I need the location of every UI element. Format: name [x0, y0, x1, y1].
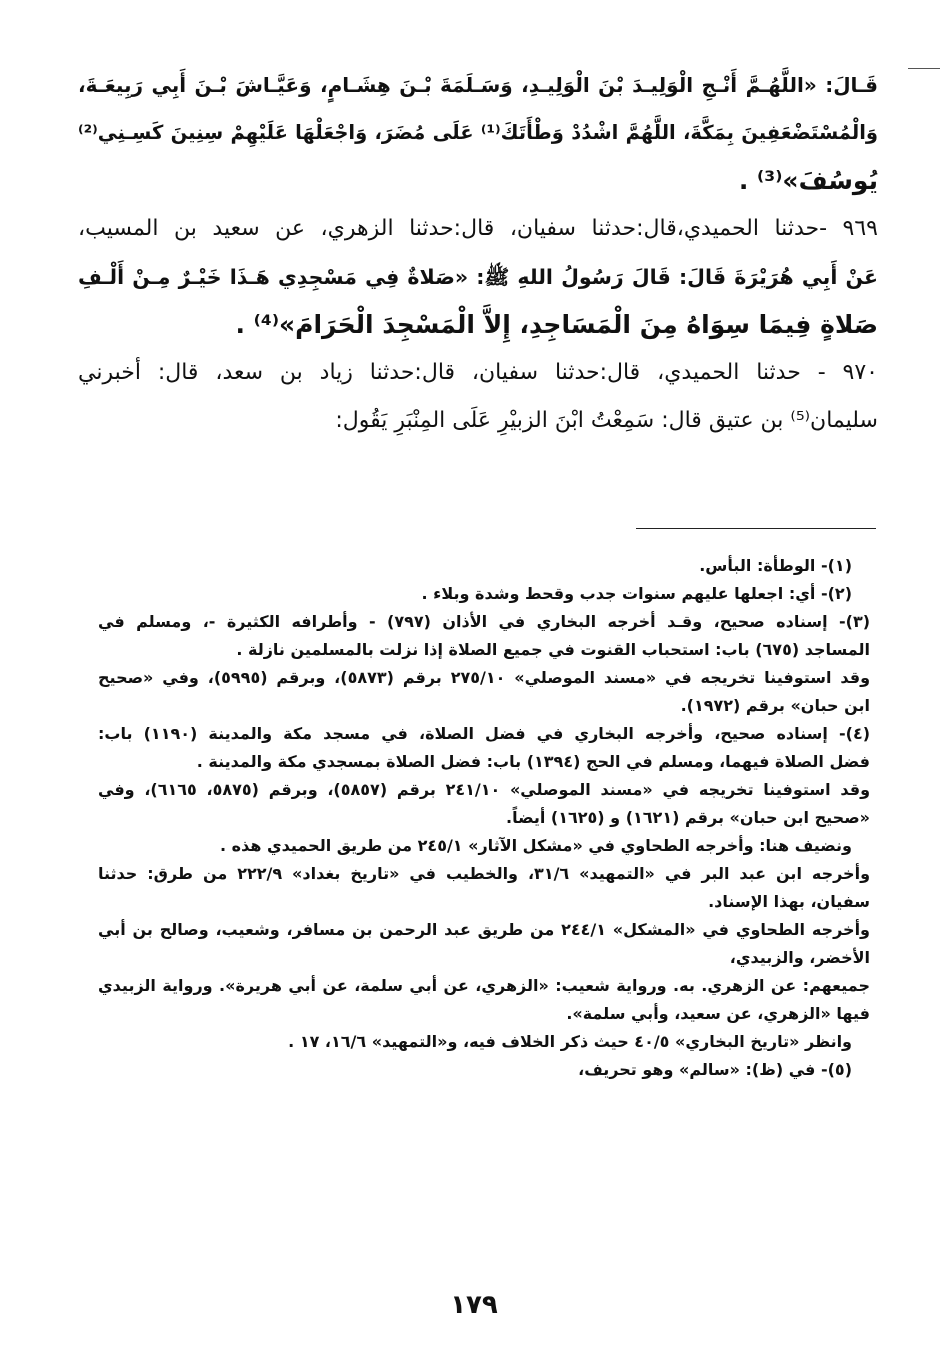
isnad-line: ٩٧٠ - حدثنا الحميدي، قال:حدثنا سفيان، قال:حدثنا زياد بن سعد، قال: أخبرني	[78, 360, 878, 385]
hadith-text-line: صَلاةٍ فِيمَا سِوَاهُ مِنَ الْمَسَاجِدِ، إِلاَّ الْمَسْجِدَ الْحَرَامَ»⁽⁴⁾ .	[235, 310, 878, 339]
hadith-text-line: وَالْمُسْتَضْعَفِينَ بِمَكَّةَ، اللَّهُمَّ اشْدُدْ وَطْأَتَكَ⁽¹⁾ عَلَى مُضَرَ، وَاجْعَلْهَا عَلَيْهِمْ سِنِينَ كَسِـنِي⁽²⁾	[78, 121, 878, 144]
footnote-line: فيها «الزهري، عن سعيد، وأبي سلمة».	[566, 1004, 870, 1023]
footnote-line: (٢)- أي: اجعلها عليهم سنوات جدب وقحط وشدة وبلاء .	[421, 584, 852, 603]
footnote-line: وقد استوفينا تخريجه في «مسند الموصلي» ٢٤١/١٠ برقم (٥٨٥٧)، وبرقم (٥٨٧٥، ٦١٦٥)، وفي	[98, 780, 871, 799]
isnad-line: سليمان⁽⁵⁾ بن عتيق قال: سَمِعْتُ ابْنَ الزبيْرِ عَلَى المِنْبَرِ يَقُول:	[335, 408, 878, 433]
footnote-line: ونضيف هنا: وأخرجه الطحاوي في «مشكل الآثار» ٢٤٥/١ من طريق الحميدي هذه .	[220, 836, 852, 855]
footnote-separator	[636, 528, 876, 529]
main-text	[78, 70, 878, 454]
isnad-line: ٩٦٩ -حدثنا الحميدي،قال:حدثنا سفيان، قال:حدثنا الزهري، عن سعيد بن المسيب،	[78, 216, 878, 241]
hadith-text-line: عَنْ أَبِي هُرَيْرَةَ قَالَ: قَالَ رَسُولُ اللهِ ﷺ: «صَلاةٌ فِي مَسْجِدِي هَـذَا خَيْـرٌ مِـنْ أَلْـفِ	[78, 265, 878, 289]
hadith-text-line: يُوسُفَ»⁽³⁾ .	[738, 166, 878, 195]
footnote-line: سفيان، بهذا الإسناد.	[708, 892, 870, 911]
corner-mark	[908, 68, 940, 69]
footnote-line: ابن حبان» برقم (١٩٧٢).	[680, 696, 870, 715]
footnote-line: المساجد (٦٧٥) باب: استحباب القنوت في جميع الصلاة إذا نزلت بالمسلمين نازلة .	[236, 640, 870, 659]
footnote-line: (١)- الوطأة: البأس.	[699, 556, 852, 575]
footnote-line: الأخضر، والزبيدي،	[729, 948, 870, 967]
footnote-line: وقد استوفينا تخريجه في «مسند الموصلي» ٢٧٥/١٠ برقم (٥٨٧٣)، وبرقم (٥٩٩٥)، وفي «صحيح	[98, 668, 871, 687]
footnote-line: فضل الصلاة فيهما، ومسلم في الحج (١٣٩٤) باب: فضل الصلاة بمسجدي مكة والمدينة .	[196, 752, 870, 771]
footnote-line: «صحيح ابن حبان» برقم (١٦٢١) و (١٦٢٥) أيضاً.	[506, 808, 870, 827]
footnote-line: وانظر «تاريخ البخاري» ٤٠/٥ حيث ذكر الخلاف فيه، و«التمهيد» ١٦/٦، ١٧ .	[288, 1032, 852, 1051]
footnote-line: وأخرجه ابن عبد البر في «التمهيد» ٣١/٦، والخطيب في «تاريخ بغداد» ٢٢٢/٩ من طرق: حدثنا	[98, 864, 871, 883]
footnote-line: (٤)- إسناده صحيح، وأخرجه البخاري في فضل الصلاة، في مسجد مكة والمدينة (١١٩٠) باب:	[98, 724, 871, 743]
page-number: ١٧٩	[450, 1290, 498, 1320]
footnote-line: (٥)- في (ظ): «سالم» وهو تحريف،	[578, 1060, 852, 1079]
footnote-line: وأخرجه الطحاوي في «المشكل» ٢٤٤/١ من طريق عبد الرحمن بن مسافر، وشعيب، وصالح بن أبي	[98, 920, 871, 939]
footnote-line: جميعهم: عن الزهري. به. ورواية شعيب: «الزهري، عن أبي سلمة، عن أبي هريرة». ورواية الزبيدي	[98, 976, 870, 995]
footnotes	[98, 556, 870, 1088]
footnote-line: (٣)- إسناده صحيح، وقـد أخرجه البخاري في الأذان (٧٩٧) - وأطرافه الكثيرة -، ومسلم في	[98, 612, 871, 631]
hadith-text-line: قَـالَ: «اللَّهُـمَّ أَنْـجِ الْوَلِيـدَ بْنَ الْوَلِيـدِ، وَسَـلَمَةَ بْـنَ هِشَـامٍ، وَعَيَّـاشَ بْـنَ أَبِي رَبِيعَـةَ،	[78, 73, 878, 97]
